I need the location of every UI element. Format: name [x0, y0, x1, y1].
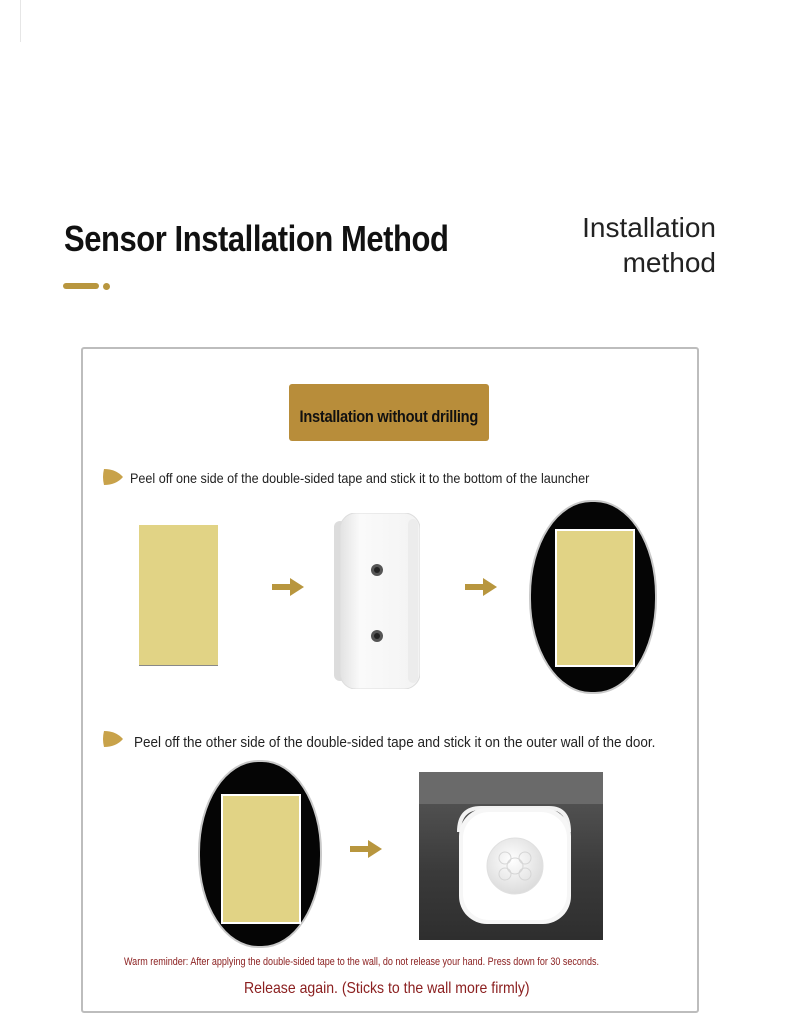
section-side-title — [516, 210, 716, 280]
applied-tape — [555, 529, 635, 667]
warm-reminder-text: Warm reminder: After applying the double-sided tape to the wall, do not release your hand. Press down for 30 seconds. — [124, 956, 599, 968]
sensor-launcher-image — [334, 513, 420, 689]
applied-tape — [221, 794, 301, 924]
side-title-line-2: method — [622, 247, 716, 278]
bullet-icon — [102, 466, 124, 488]
top-divider — [20, 0, 21, 42]
installation-badge — [289, 384, 489, 441]
title-accent-bar — [63, 283, 99, 289]
double-sided-tape — [139, 525, 218, 666]
page-title: Sensor Installation Method — [64, 218, 449, 259]
arrow-right-icon — [350, 840, 382, 858]
step-1-text: Peel off one side of the double-sided tape and stick it to the bottom of the launcher — [130, 470, 590, 486]
arrow-right-icon — [465, 578, 497, 596]
step-2-text: Peel off the other side of the double-sided tape and stick it on the outer wall of the door. — [134, 734, 656, 751]
tape-on-launcher-image — [529, 500, 657, 694]
side-title-line-1: Installation — [582, 212, 716, 243]
title-accent-dot — [103, 283, 110, 290]
bullet-icon — [102, 728, 124, 750]
mounted-sensor-photo — [419, 772, 603, 940]
arrow-right-icon — [272, 578, 304, 596]
release-text: Release again. (Sticks to the wall more firmly) — [244, 980, 530, 997]
tape-back-image — [198, 760, 322, 948]
badge-label: Installation without drilling — [299, 407, 479, 426]
